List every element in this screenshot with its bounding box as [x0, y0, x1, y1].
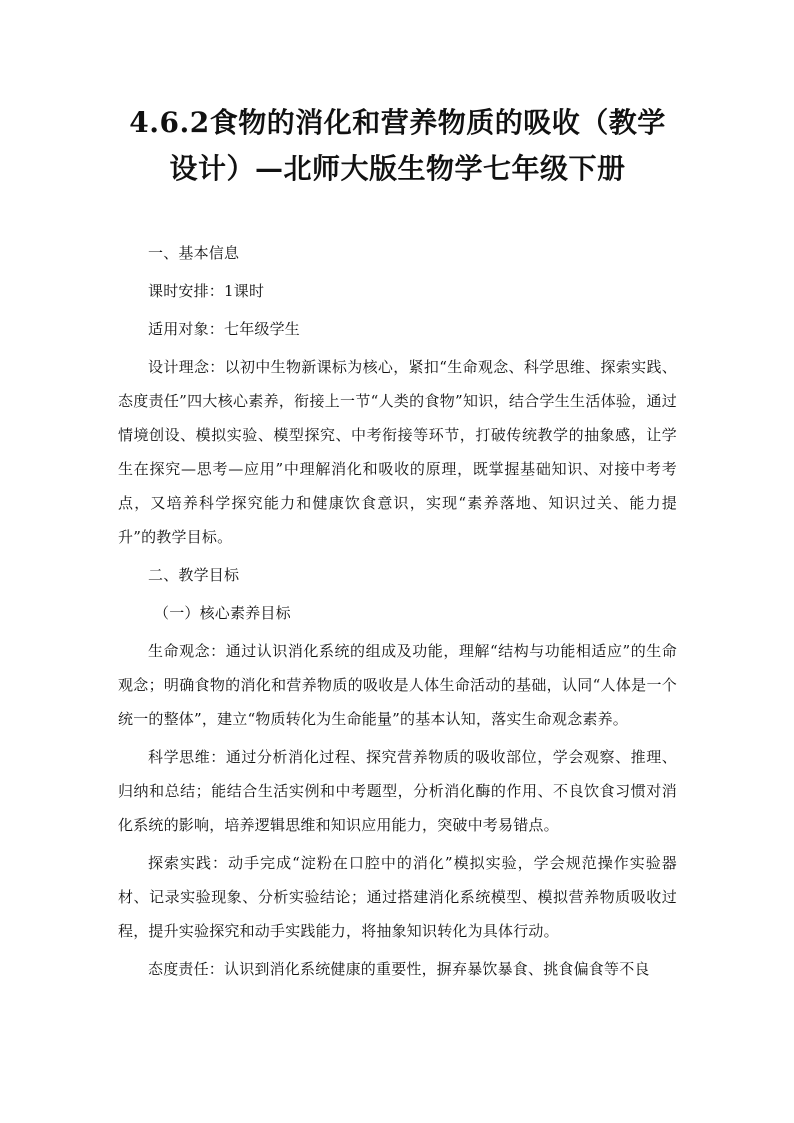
goal-exploration-practice: 探索实践：动手完成“淀粉在口腔中的消化”模拟实验，学会规范操作实验器材、记录实验现象、分析实验结论；通过搭建消化系统模型、模拟营养物质吸收过程，提升实验探究和动手实践能力，将抽象知识转化为具体行动。 — [118, 854, 677, 940]
target-audience: 适用对象：七年级学生 — [148, 320, 301, 338]
lesson-schedule: 课时安排：1课时 — [148, 282, 265, 300]
document-body — [118, 236, 677, 986]
heading-teaching-goals: 二、教学目标 — [148, 566, 240, 584]
goal-scientific-thinking: 科学思维：通过分析消化过程、探究营养物质的吸收部位，学会观察、推理、归纳和总结；能结合生活实例和中考题型，分析消化酶的作用、不良饮食习惯对消化系统的影响，培养逻辑思维和知识应用能力，突破中考易错点。 — [118, 748, 677, 834]
goal-attitude-responsibility: 态度责任：认识到消化系统健康的重要性，摒弃暴饮暴食、挑食偏食等不良 — [148, 960, 650, 978]
goal-life-concept: 生命观念：通过认识消化系统的组成及功能，理解“结构与功能相适应”的生命观念；明确食物的消化和营养物质的吸收是人体生命活动的基础，认同“人体是一个统一的整体”，建立“物质转化为生命能量”的基本认知，落实生命观念素养。 — [118, 642, 677, 728]
document-title: 4.6.2食物的消化和营养物质的吸收（教学设计）—北师大版生物学七年级下册 — [129, 106, 666, 185]
subheading-core-literacy-goals: （一）核心素养目标 — [154, 604, 291, 622]
heading-basic-info: 一、基本信息 — [148, 244, 240, 262]
design-concept: 设计理念：以初中生物新课标为核心，紧扣“生命观念、科学思维、探索实践、态度责任”四大核心素养，衔接上一节“人类的食物”知识，结合学生生活体验，通过情境创设、模拟实验、模型探究、中考衔接等环节，打破传统教学的抽象感，让学生在探究—思考—应用”中理解消化和吸收的原理，既掌握基础知识、对接中考考点，又培养科学探究能力和健康饮食意识，实现“素养落地、知识过关、能力提升”的教学目标。 — [118, 358, 677, 546]
